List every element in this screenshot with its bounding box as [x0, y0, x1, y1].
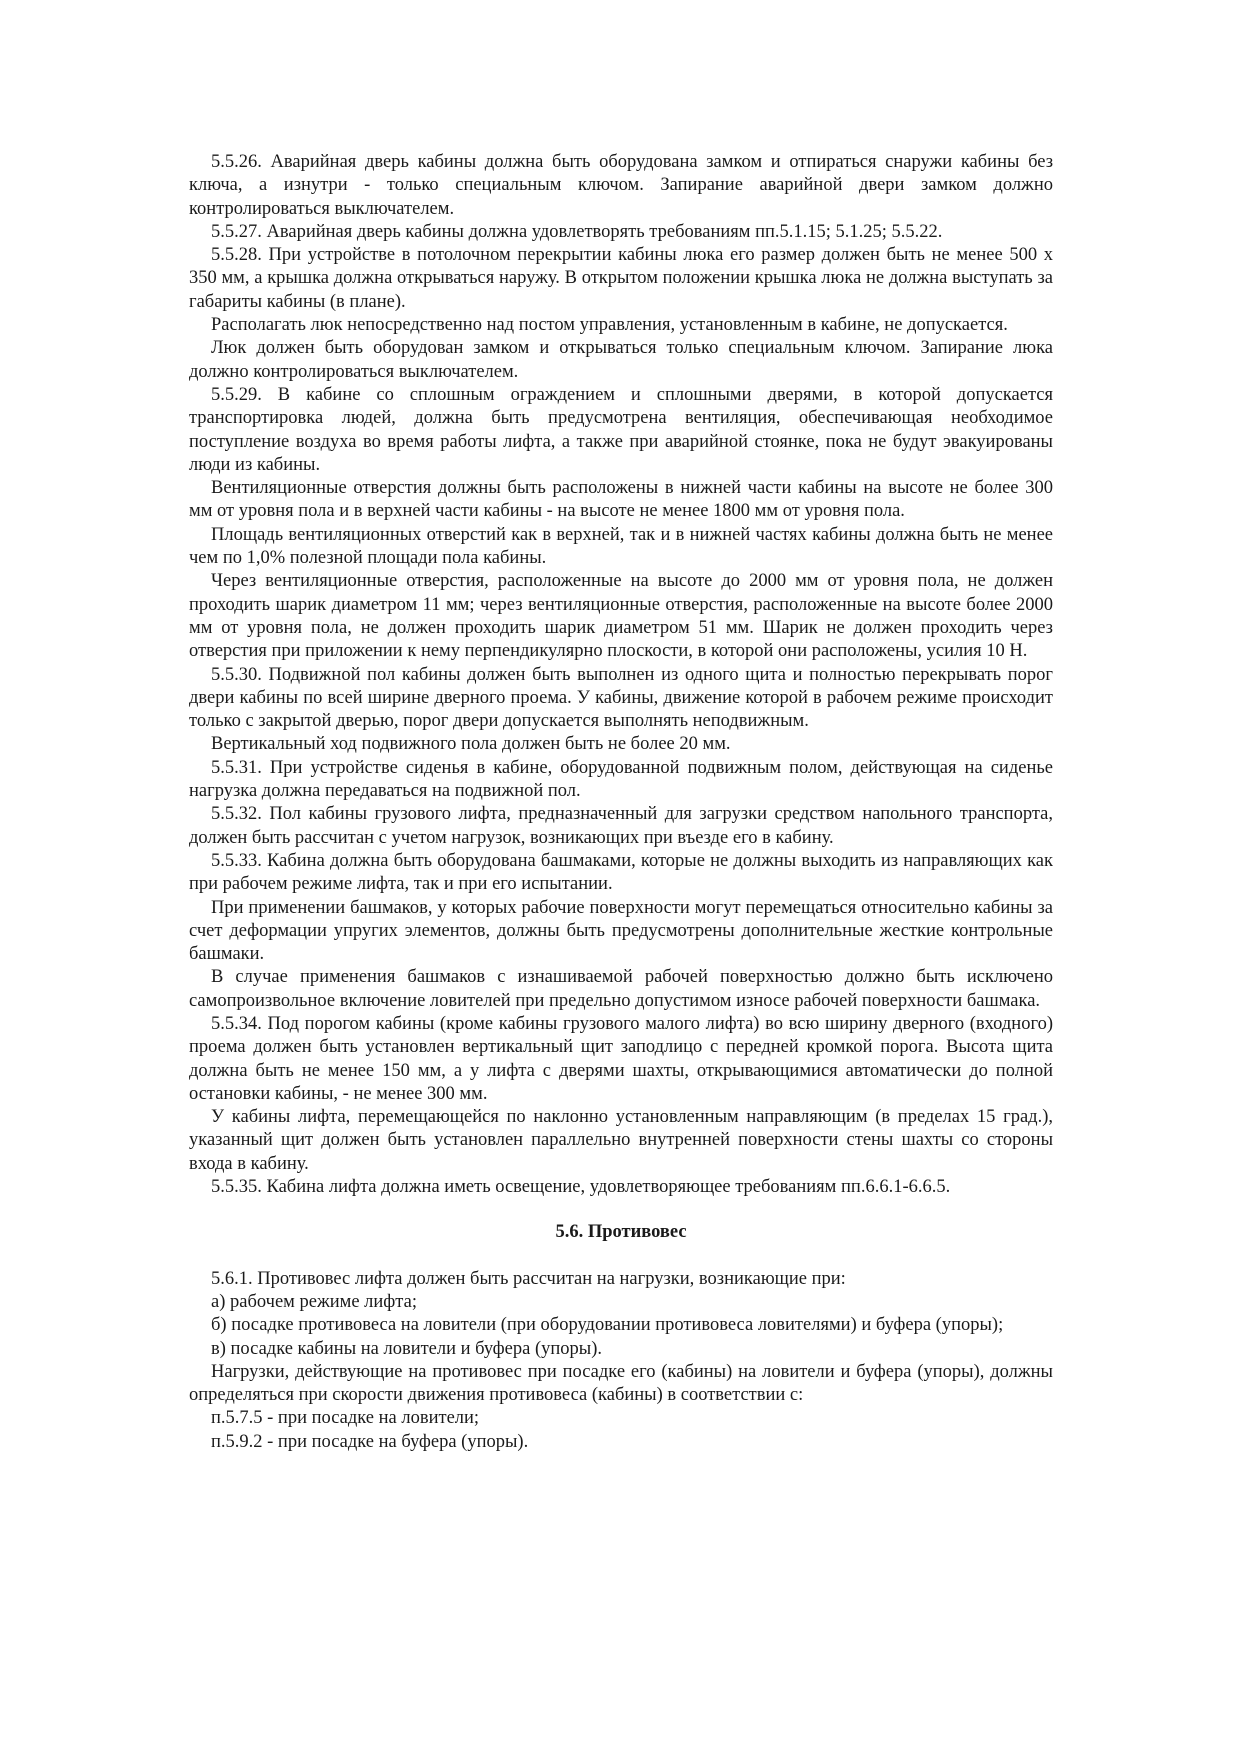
- paragraph-vent-ball-test: Через вентиляционные отверстия, расположенные на высоте до 2000 мм от уровня пола, не должен проходить шарик диаметром 11 мм; через вентиляционные отверстия, расположенные на высоте более 2000 мм от уровня пола, не должен проходить шарик диаметром 51 мм. Шарик не должен проходить через отверстия при приложении к нему перпендикулярно плоскости, в которой они расположены, усилия 10 Н.: [189, 571, 1053, 662]
- paragraph-vent-location: Вентиляционные отверстия должны быть расположены в нижней части кабины на высоте не более 300 мм от уровня пола и в верхней части кабины - на высоте не менее 1800 мм от уровня пола.: [189, 478, 1053, 522]
- paragraph-5-5-30: 5.5.30. Подвижной пол кабины должен быть выполнен из одного щита и полностью перекрывать порог двери кабины по всей ширине дверного проема. У кабины, движение которой в рабочем режиме происходит только с закрытой дверью, порог двери допускается выполнять неподвижным.: [189, 664, 1053, 732]
- paragraph-5-5-26: 5.5.26. Аварийная дверь кабины должна быть оборудована замком и отпираться снаружи кабины без ключа, а изнутри - только специальным ключом. Запирание аварийной двери замком должно контролироваться выключателем.: [189, 152, 1053, 219]
- paragraph-inclined-guides: У кабины лифта, перемещающейся по наклонно установленным направляющим (в пределах 15 град.), указанный щит должен быть установлен параллельно внутренней поверхности стены шахты со стороны входа в кабину.: [189, 1107, 1053, 1174]
- paragraph-5-5-31: 5.5.31. При устройстве сиденья в кабине, оборудованной подвижным полом, действующая на сиденье нагрузка должна передаваться на подвижной пол.: [189, 757, 1053, 802]
- paragraph-hatch-placement: Располагать люк непосредственно над постом управления, установленным в кабине, не допускается.: [211, 315, 1008, 336]
- paragraph-loads: Нагрузки, действующие на противовес при посадке его (кабины) на ловители и буфера (упоры), должны определяться при скорости движения противовеса (кабины) в соответствии с:: [189, 1361, 1053, 1406]
- paragraph-shoes-elastic: При применении башмаков, у которых рабочие поверхности могут перемещаться относительно кабины за счет деформации упругих элементов, должны быть предусмотрены дополнительные жесткие контрольные башмаки.: [189, 897, 1053, 965]
- section-heading-counterweight: 5.6. Противовес: [555, 1222, 687, 1243]
- paragraph-5-5-29: 5.5.29. В кабине со сплошным ограждением и сплошными дверями, в которой допускается транспортировка людей, должна быть предусмотрена вентиляция, обеспечивающая необходимое поступление воздуха во время работы лифта, а также при аварийной стоянке, пока не будут эвакуированы люди из кабины.: [189, 384, 1053, 475]
- document-body: [189, 151, 1053, 1454]
- reference-5-7-5: п.5.7.5 - при посадке на ловители;: [211, 1408, 480, 1429]
- paragraph-5-6-1: 5.6.1. Противовес лифта должен быть рассчитан на нагрузки, возникающие при:: [211, 1268, 846, 1289]
- paragraph-5-5-34: 5.5.34. Под порогом кабины (кроме кабины грузового малого лифта) во всю ширину дверного (входного) проема должен быть установлен вертикальный щит заподлицо с передней кромкой порога. Высота щита должна быть не менее 150 мм, а у лифта с дверями шахты, открывающимися автоматически до полной остановки кабины, - не менее 300 мм.: [189, 1013, 1053, 1104]
- paragraph-5-5-28: 5.5.28. При устройстве в потолочном перекрытии кабины люка его размер должен быть не менее 500 х 350 мм, а крышка должна открываться наружу. В открытом положении крышка люка не должна выступать за габариты кабины (в плане).: [189, 245, 1053, 312]
- paragraph-floor-travel: Вертикальный ход подвижного пола должен быть не более 20 мм.: [211, 734, 731, 755]
- paragraph-shoes-wear: В случае применения башмаков с изнашиваемой рабочей поверхностью должно быть исключено самопроизвольное включение ловителей при предельно допустимом износе рабочей поверхности башмака.: [189, 967, 1053, 1011]
- paragraph-vent-area: Площадь вентиляционных отверстий как в верхней, так и в нижней частях кабины должна быть не менее чем по 1,0% полезной площади пола кабины.: [189, 524, 1053, 569]
- paragraph-5-5-32: 5.5.32. Пол кабины грузового лифта, предназначенный для загрузки средством напольного транспорта, должен быть рассчитан с учетом нагрузок, возникающих при въезде его в кабину.: [189, 804, 1053, 848]
- paragraph-hatch-lock: Люк должен быть оборудован замком и открываться только специальным ключом. Запирание люка должно контролироваться выключателем.: [189, 338, 1053, 382]
- paragraph-5-5-35: 5.5.35. Кабина лифта должна иметь освещение, удовлетворяющее требованиям пп.6.6.1-6.6.5.: [211, 1177, 951, 1198]
- list-item-b: б) посадке противовеса на ловители (при оборудовании противовеса ловителями) и буфера (упоры);: [211, 1315, 1004, 1336]
- list-item-a: а) рабочем режиме лифта;: [211, 1291, 417, 1312]
- reference-5-9-2: п.5.9.2 - при посадке на буфера (упоры).: [211, 1431, 529, 1452]
- list-item-c: в) посадке кабины на ловители и буфера (упоры).: [211, 1338, 602, 1359]
- paragraph-5-5-33: 5.5.33. Кабина должна быть оборудована башмаками, которые не должны выходить из направляющих как при рабочем режиме лифта, так и при его испытании.: [189, 850, 1053, 895]
- paragraph-5-5-27: 5.5.27. Аварийная дверь кабины должна удовлетворять требованиям пп.5.1.15; 5.1.25; 5.5.22.: [211, 221, 943, 242]
